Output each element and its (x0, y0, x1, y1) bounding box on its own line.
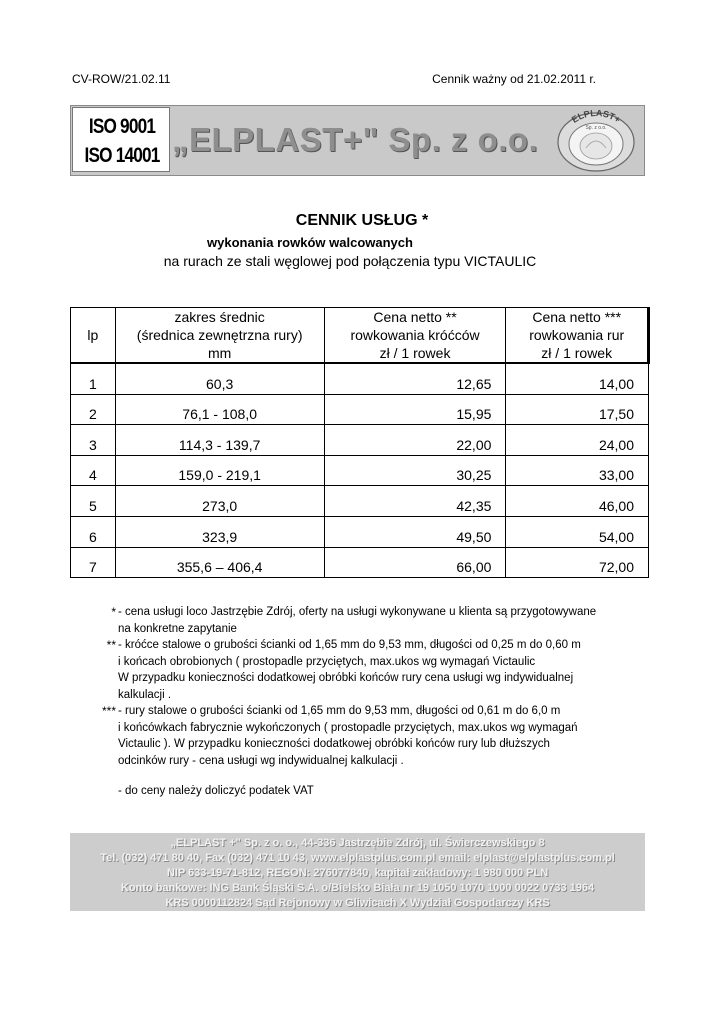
cell-price-pipes: 54,00 (506, 516, 649, 547)
footnote-line: Victaulic ). W przypadku konieczności dodatkowej obróbki końców rury lub dłuższych (118, 738, 550, 750)
footnotes (96, 604, 656, 800)
header-line: Cena netto ** (373, 309, 457, 325)
cell-range: 114,3 - 139,7 (115, 425, 324, 456)
footer-contact: Tel. (032) 471 80 40, Fax (032) 471 10 43, www.elplastplus.com.pl email: elplast@elplastplus.com.pl (100, 852, 615, 864)
footnote-line: W przypadku konieczności dodatkowej obróbki końców rury cena usługi wg indywidualnej (118, 672, 574, 684)
page-title: CENNIK USŁUG * (295, 212, 429, 229)
header-lp: lp (71, 308, 116, 364)
footnote-double-star (96, 637, 656, 703)
footer-krs: KRS 0000112824 Sąd Rejonowy w Gliwicach X Wydział Gospodarczy KRS (165, 897, 550, 909)
page-subtitle-detail: na rurach ze stali węglowej pod połączenia typu VICTAULIC (163, 253, 537, 269)
footnote-spacer (96, 769, 656, 783)
cell-price-fittings: 49,50 (324, 516, 506, 547)
cell-lp: 5 (71, 486, 116, 517)
page-subtitle: wykonania rowków walcowanych (207, 235, 413, 250)
footnote-line: i końcach obrobionych ( prostopadle przyciętych, max.ukos wg wymagań Victaulic (118, 655, 536, 668)
table-row (71, 516, 649, 547)
footnote-mark: ** (106, 638, 116, 652)
header-line: zakres średnic (174, 309, 265, 325)
header-price-pipes (506, 308, 649, 364)
header-line: zł / 1 rowek (541, 345, 613, 361)
footnote-triple-star (96, 703, 656, 769)
cell-range: 273,0 (115, 486, 324, 517)
header-diameter-range (115, 308, 324, 364)
header-price-fittings (324, 308, 506, 364)
cell-lp: 4 (71, 455, 116, 486)
iso-14001-label: ISO 14001 (84, 144, 160, 167)
cell-range: 323,9 (115, 516, 324, 547)
cell-price-pipes: 46,00 (506, 486, 649, 517)
header-line: rowkowania rur (529, 327, 625, 343)
footnote-vat (96, 783, 656, 800)
table-row (71, 486, 649, 517)
cell-range: 60,3 (115, 363, 324, 394)
table-row (71, 547, 649, 578)
table-header-row (71, 308, 649, 364)
footnote-line: - króćce stalowe o grubości ścianki od 1,65 mm do 9,53 mm, długości od 0,25 m do 0,60 m (118, 639, 581, 651)
footnote-line: odcinków rury - cena usługi wg indywidualnej kalkulacji . (118, 754, 404, 767)
footnote-line: - rury stalowe o grubości ścianki od 1,65 mm do 9,53 mm, długości od 0,61 m do 6,0 m (118, 705, 561, 717)
cell-lp: 6 (71, 516, 116, 547)
company-name: „ELPLAST+" Sp. z o.o. (172, 121, 539, 158)
table-row (71, 394, 649, 425)
header-line: rowkowania króćców (350, 327, 480, 343)
cell-price-fittings: 12,65 (324, 363, 506, 394)
cell-price-pipes: 72,00 (506, 547, 649, 578)
footnote-line: i końcówkach fabrycznie wykończonych ( prostopadle przyciętych, max.ukos wg wymagań (118, 721, 578, 734)
footnote-mark: * (111, 605, 116, 619)
cell-price-fittings: 66,00 (324, 547, 506, 578)
footnote-line: na konkretne zapytanie (118, 622, 237, 635)
table-row (71, 363, 649, 394)
header-line: (średnica zewnętrzna rury) (136, 327, 303, 343)
cell-lp: 3 (71, 425, 116, 456)
header-line: Cena netto *** (532, 309, 622, 325)
logo-subtext: Sp. z o.o. (585, 125, 607, 131)
company-footer (70, 833, 645, 911)
iso-9001-label: ISO 9001 (88, 115, 156, 138)
cell-range: 159,0 - 219,1 (115, 455, 324, 486)
cell-range: 76,1 - 108,0 (115, 394, 324, 425)
footnote-mark: *** (101, 704, 116, 718)
footnote-single-star (96, 604, 656, 637)
cell-price-pipes: 24,00 (506, 425, 649, 456)
header-line: zł / 1 rowek (379, 345, 451, 361)
document-code: CV-ROW/21.02.11 (72, 72, 171, 86)
footnote-line: - cena usługi loco Jastrzębie Zdrój, oferty na usługi wykonywane u klienta są przygotowywane (118, 606, 597, 618)
cell-price-pipes: 14,00 (506, 363, 649, 394)
cell-price-pipes: 33,00 (506, 455, 649, 486)
valid-from-date: Cennik ważny od 21.02.2011 r. (432, 72, 596, 86)
cell-lp: 2 (71, 394, 116, 425)
table-row (71, 455, 649, 486)
cell-range: 355,6 – 406,4 (115, 547, 324, 578)
cell-price-fittings: 15,95 (324, 394, 506, 425)
footnote-line: - do ceny należy doliczyć podatek VAT (118, 785, 314, 797)
cell-price-pipes: 17,50 (506, 394, 649, 425)
iso-certification-box (72, 107, 170, 172)
footnote-line: kalkulacji . (118, 688, 172, 701)
footer-address: „ELPLAST +" Sp. z o. o., 44-336 Jastrzębie Zdrój, ul. Świerczewskiego 8 (170, 837, 545, 849)
cell-lp: 1 (71, 363, 116, 394)
table-row (71, 425, 649, 456)
header-line: mm (207, 345, 232, 361)
cell-price-fittings: 22,00 (324, 425, 506, 456)
footer-registration: NIP 633-19-71-812, REGON: 276077840, kapitał zakładowy: 1 980 000 PLN (166, 867, 549, 879)
footer-bank: Konto bankowe: ING Bank Śląski S.A. o/Bielsko Biała nr 19 1050 1070 1000 0022 0733 1964 (120, 882, 595, 894)
price-table (70, 307, 650, 578)
company-logo (556, 110, 636, 172)
cell-lp: 7 (71, 547, 116, 578)
logo-text: ELPLAST+ (569, 110, 623, 125)
cell-price-fittings: 30,25 (324, 455, 506, 486)
cell-price-fittings: 42,35 (324, 486, 506, 517)
